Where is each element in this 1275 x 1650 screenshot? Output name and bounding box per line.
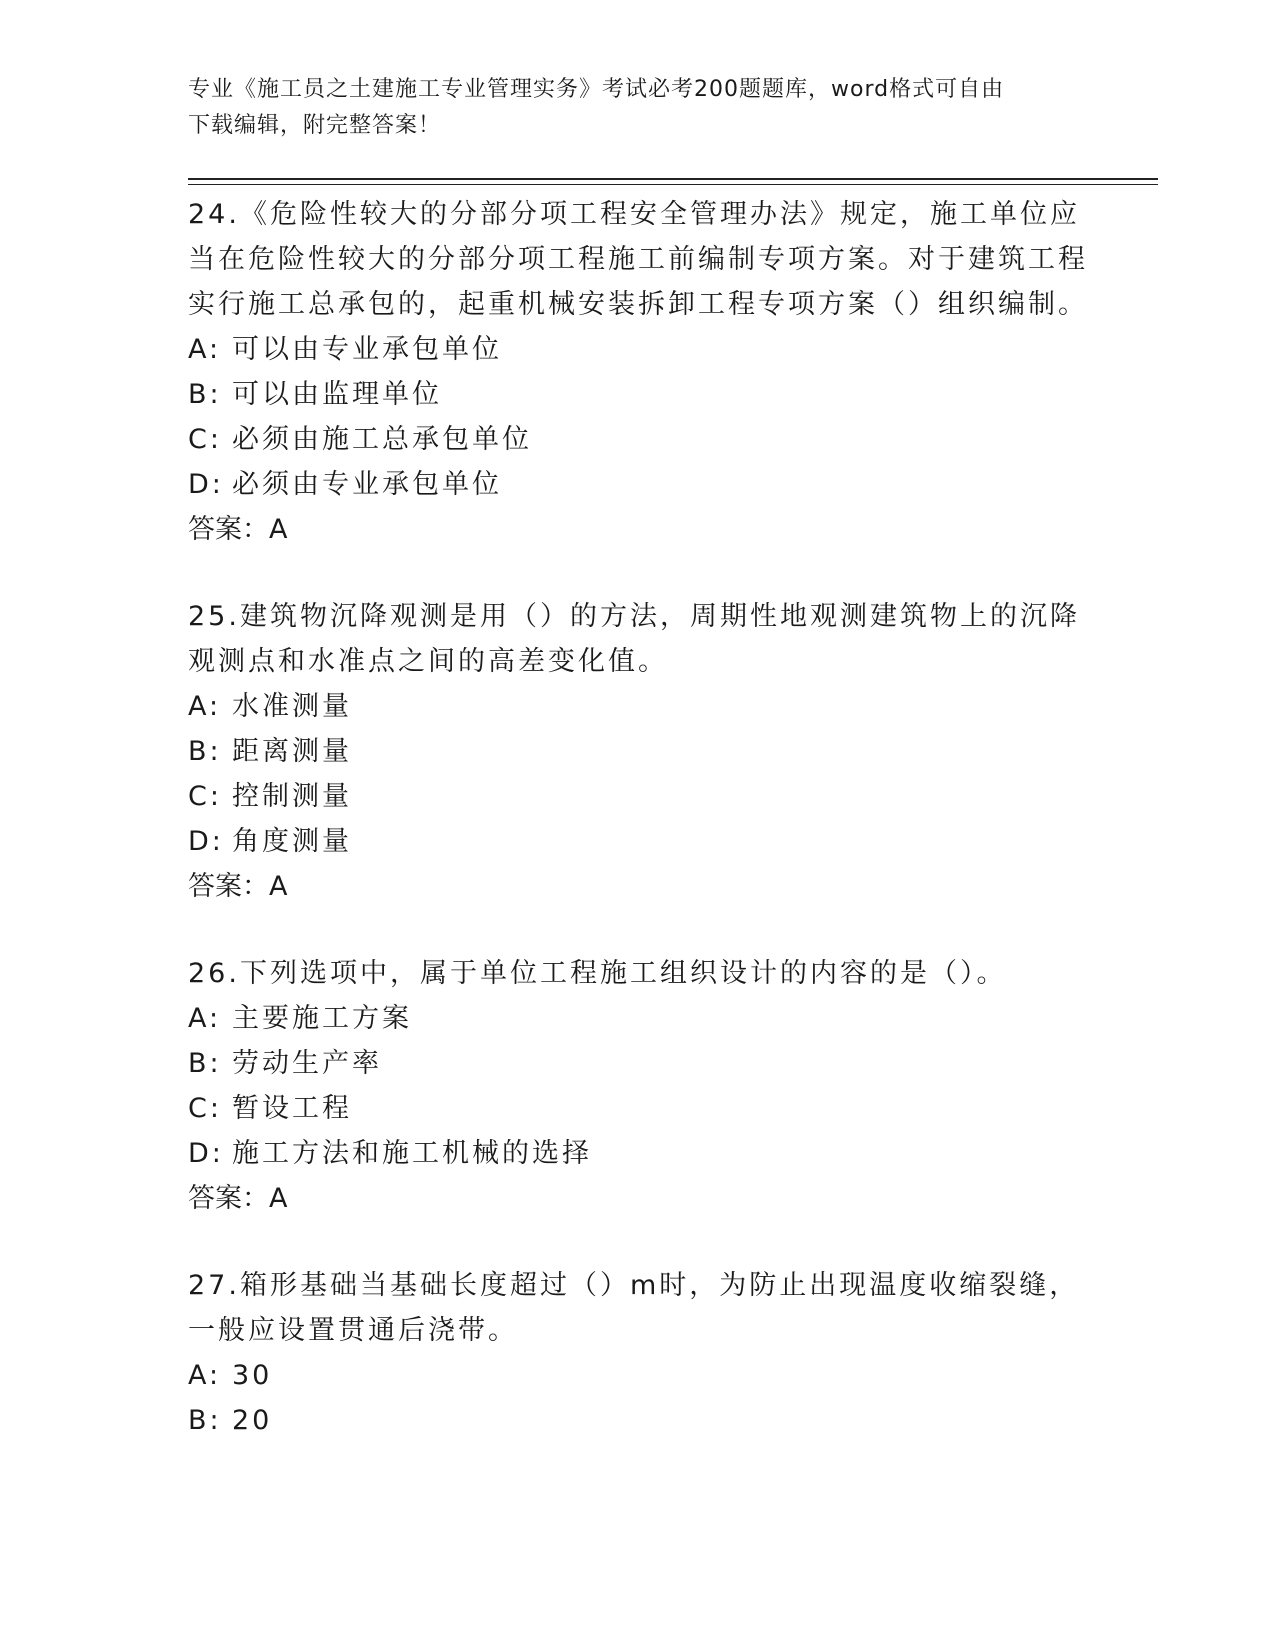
option-letter: B: [188,1405,222,1436]
option-letter: A: [188,1360,222,1391]
option-b [188,729,1088,774]
option-b [188,1398,1088,1443]
option-d [188,462,1088,507]
option-text: 可以由监理单位 [232,379,442,410]
option-text: 角度测量 [232,826,352,857]
option-text: 距离测量 [232,736,352,767]
option-text: 劳动生产率 [232,1048,382,1079]
option-text: 暂设工程 [232,1093,352,1124]
option-letter: D: [188,469,224,500]
option-b [188,372,1088,417]
question-24 [188,192,1088,552]
option-letter: C: [188,1093,222,1124]
option-letter: C: [188,424,222,455]
question-stem: 27.箱形基础当基础长度超过（）m时，为防止出现温度收缩裂缝，一般应设置贯通后浇带。 [188,1270,1080,1346]
question-25 [188,594,1088,909]
option-letter: A: [188,691,222,722]
answer-line: 答案：A [188,514,288,545]
option-a [188,996,1088,1041]
option-letter: B: [188,379,222,410]
answer-line: 答案：A [188,871,288,902]
question-stem: 24.《危险性较大的分部分项工程安全管理办法》规定，施工单位应当在危险性较大的分部分项工程施工前编制专项方案。对于建筑工程实行施工总承包的，起重机械安装拆卸工程专项方案（）组织编制。 [188,199,1088,320]
option-text: 施工方法和施工机械的选择 [232,1138,592,1169]
option-c [188,417,1088,462]
option-text: 可以由专业承包单位 [232,334,502,365]
option-letter: B: [188,1048,222,1079]
header-line-2: 下载编辑，附完整答案！ [188,113,442,138]
question-27 [188,1263,1088,1443]
option-text: 20 [232,1405,273,1436]
answer-line: 答案：A [188,1183,288,1214]
option-letter: D: [188,1138,224,1169]
option-d [188,1131,1088,1176]
option-text: 控制测量 [232,781,352,812]
document-header [188,72,1088,144]
option-a [188,327,1088,372]
header-divider-thick [188,178,1158,180]
option-text: 主要施工方案 [232,1003,412,1034]
option-text: 30 [232,1360,273,1391]
option-c [188,1086,1088,1131]
option-d [188,819,1088,864]
option-a [188,684,1088,729]
header-divider-thin [188,184,1158,185]
question-stem: 26.下列选项中，属于单位工程施工组织设计的内容的是（）。 [188,958,1007,989]
option-a [188,1353,1088,1398]
question-26 [188,951,1088,1221]
option-text: 必须由施工总承包单位 [232,424,532,455]
header-line-1: 专业《施工员之土建施工专业管理实务》考试必考200题题库，word格式可自由 [188,77,1005,102]
option-c [188,774,1088,819]
question-list [188,192,1088,1485]
option-letter: A: [188,334,222,365]
option-text: 必须由专业承包单位 [232,469,502,500]
option-letter: D: [188,826,224,857]
question-stem: 25.建筑物沉降观测是用（）的方法，周期性地观测建筑物上的沉降观测点和水准点之间的高差变化值。 [188,601,1080,677]
option-letter: C: [188,781,222,812]
option-text: 水准测量 [232,691,352,722]
option-letter: A: [188,1003,222,1034]
option-letter: B: [188,736,222,767]
option-b [188,1041,1088,1086]
